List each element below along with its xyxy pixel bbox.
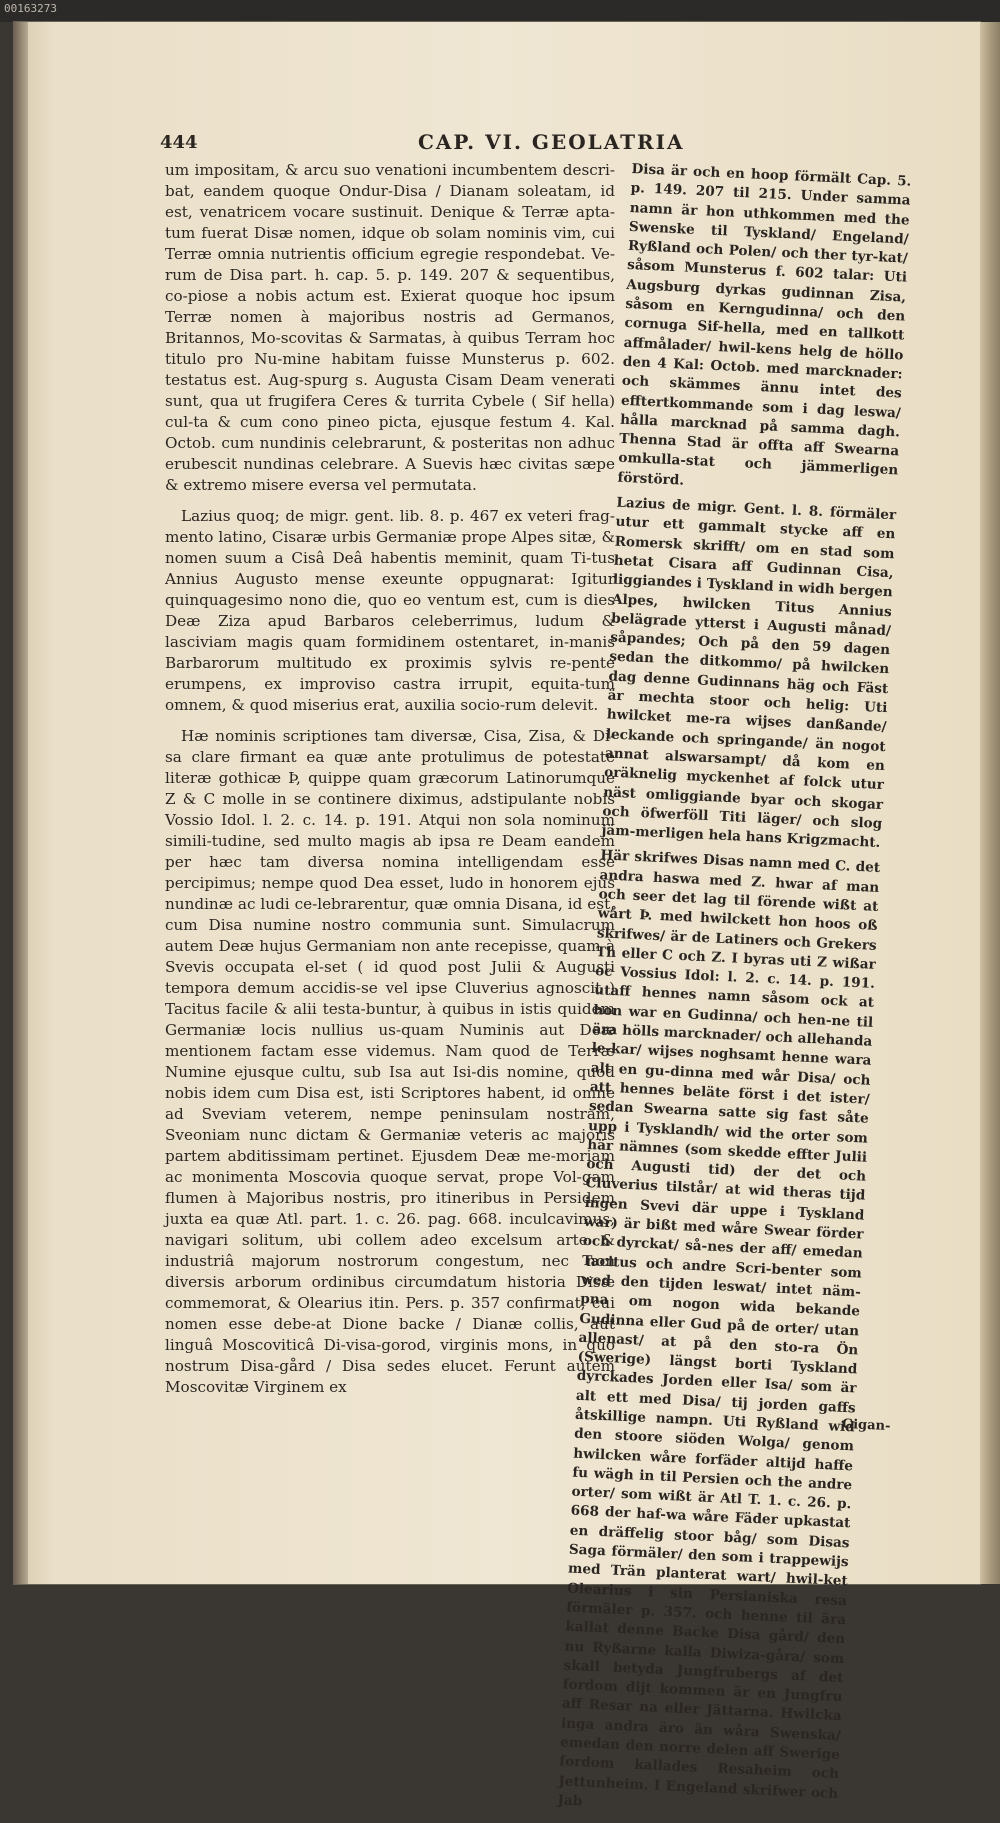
latin-paragraph: Lazius quoq; de migr. gent. lib. 8. p. 467 ex veteri frag-mento latino, Cisaræ urbis Germaniæ prope Alpes sitæ, & nomen suum a Cisâ Deâ habentis meminit, quam Ti-tus Annius Augusto mense exeunte oppugnarat: Igitur quinquagesimo nono die, quo eo ventum est, cum is dies Deæ Ziza apud Barbaros celeberrimus, ludum & lasciviam magis quam formidinem ostentaret, in-manis Barbarorum multitudo ex proximis sylvis re-pente erumpens, ex improviso castra irrupit, equita-tum omnem, & quod miserius erat, auxilia socio-rum delevit. — [165, 507, 615, 714]
swedish-paragraph: Lazius de migr. Gent. l. 8. förmäler utur ett gammalt stycke aff en Romersk skrifft/ om en stad som hetat Cisara aff Gudinnan Cisa, liggiandes i Tyskland in widh bergen Alpes, hwilcken Titus Annius belägrade ytterst i Augusti månad/ såpandes; Och på den 59 dagen sedan the ditkommo/ på hwilcken dag denne Gudinnans häg och Fäst är mechta stoor och helig: Uti hwilcket me-ra wijses danßande/ leckande och springande/ än nogot annat alswarsampt/ då kom en oräknelig myckenhet af folck utur näst omliggiande byar och skogar och öfwerföll Titi läger/ och slog jäm-merligen hela hans Krigzmacht. — [601, 494, 897, 852]
latin-paragraph: Hæ nominis scriptiones tam diversæ, Cisa, Zisa, & Di-sa clare firmant ea quæ ante protulimus de potestate literæ gothicæ Þ, quippe quam græcorum Latinorumque Z & C molle in se continere diximus, adstipulante nobis Vossio Idol. l. 2. c. 14. p. 191. Atqui non sola nominum simili-tudine, sed multo magis ab ipsa re Deam eandem per hæc tam diversa nomina intelligendam esse percipimus; nempe quod Dea esset, ludo in honorem ejus nundinæ ac ludi ce-lebrarentur, quæ omnia Disana, id est, cum Disa numine nostro communia sunt. Simulacrum autem Deæ hujus Germaniam non ante recepisse, quam à Svevis occupata el-set ( id quod post Julii & Augusti tempora demum accidis-se vel ipse Cluverius agnoscit ) Tacitus facile & alii testa-buntur, à quibus in istis quidem Germaniæ locis nullius us-quam Numinis aut Deæ mentionem factam esse videmus. Nam quod de Terræ Numine ejusque cultu, sub Isa aut Isi-dis nomine, quod nobis idem cum Disa est, isti Scriptores habent, id omne ad Sveviam veterem, nempe peninsulam nostram, Sveoniam nunc dictam & Germaniæ veteris ac majoris partem abditissimam pertinet. Ejusdem Deæ me-moriam ac monimenta Moscovia quoque servat, prope Vol-gam flumen à Majoribus nostris, pro itineribus in Persidem juxta ea quæ Atl. part. 1. c. 26. pag. 668. inculcavimus, navigari solitum, ubi collem adeo excelsum arte & industriâ majorum nostrorum congestum, nec non diversis arborum ordinibus circumdatum historia Disæ commemorat, & Olearius itin. Pers. p. 357 confirmat, cui nomen esse debe-at Dione backe / Dianæ collis, aut linguâ Moscoviticâ Di-visa-gorod, virginis mons, in quo nostrum Disa-gård / Disa sedes elucet. Ferunt autem Moscovitæ Virginem ex — [165, 727, 615, 1396]
page-edge — [980, 22, 1000, 1584]
chapter-title: CAP. VI. GEOLATRIA — [418, 130, 685, 154]
scan-id: 00163273 — [4, 2, 57, 15]
page-gutter — [14, 22, 28, 1584]
scanner-bar — [0, 0, 1000, 22]
catchword: Gigan- — [841, 1416, 891, 1435]
swedish-paragraph: Här skrifwes Disas namn med C. det andra haswa med Z. hwar af man och seer det lag til förende wißt at wårt Þ. med hwilckett hon hoos oß skrifwes/ är de Latiners och Grekers Th eller C och Z. I byras uti Z wißar oc Vossius Idol: l. 2. c. 14. p. 191. utaff hennes namn såsom ock at hon war en Gudinna/ och hen-ne til ära hölls marcknader/ och allehanda le-kar/ wijses noghsamt henne wara alt en gu-dinna med wår Disa/ och att hennes beläte först i det ister/ sedan Swearna satte sig fast såte upp i Tysklandh/ wid the orter som här nämnes (som skedde effter Julii och Augusti tid) der det och Cluverius tilstår/ at wid theras tijd ingen Svevi där uppe i Tyskland war) är bißt med wåre Swear förder och dyrckat/ så-nes der aff/ emedan Tacitus och andre Scri-benter som wed den tijden leswat/ intet näm-pna om nogon wida bekande Gudinna eller Gud på de orter/ utan allenast/ at på den sto-ra Ön (Swerige) längst borti Tyskland dyrckades Jorden eller Isa/ som är alt ett med Disa/ tij jorden gaffs åtskillige nampn. Uti Ryßland wid den stoore siöden Wolga/ genom hwilcken wåre forfäder altijd haffe fu wägh in til Persien och the andre orter/ som wißt är Atl T. 1. c. 26. p. 668 der haf-wa wåre Fäder upkastat en dräffelig stoor båg/ som Disas Saga förmäler/ den som i trappewijs med Trän planterat wart/ hwil-ket Olearius i sin Persianiska resa förmäler p. 357. och henne til ära kallat denne Backe Disa gård/ den nu Ryßarne kalla Diwiza-gåra/ som skall betyda Jungfrubergs af det fordom dijt kommen är en Jungfru aff Resar na eller Jättarna. Hwilcka inga andra äro än wåra Swenska/ emedan den norre delen aff Swerige fordom kallades Resaheim och Jettunheim. I Engeland skrifwer och Jab — [557, 847, 881, 1810]
page-number: 444 — [160, 132, 198, 153]
swedish-paragraph: Disa är och en hoop förmält Cap. 5. p. 149. 207 til 215. Under samma namn är hon uthkommen med the Swenske til Tyskland/ Engeland/ Ryßland och Polen/ och ther tyr-kat/ såsom Munsterus f. 602 talar: Uti Augsburg dyrkas gudinnan Zisa, såsom en Kerngudinna/ och den cornuga Sif-hella, med en tallkott affmålader/ hwil-kens helg de höllo den 4 Kal: Octob. med marcknader: och skämmes ännu intet des efftertkommande som i dag leswa/ hålla marcknad på samma dagh. Thenna Stad är offta aff Swearna omkulla-stat och jämmerligen förstörd. — [617, 160, 912, 489]
latin-paragraph: um impositam, & arcu suo venationi incumbentem descri-bat, eandem quoque Ondur-Disa / Dianam soleatam, id est, venatricem vocare sustinuit. Denique & Terræ apta-tum fuerat Disæ nomen, idque ob solam nominis vim, cui Terræ omnia nutrientis officium egregie respondebat. Ve-rum de Disa part. h. cap. 5. p. 149. 207 & sequentibus, co-piose a nobis actum est. Exierat quoque hoc ipsum Terræ nomen à majoribus nostris ad Germanos, Britannos, Mo-scovitas & Sarmatas, à quibus Terram hoc titulo pro Nu-mine habitam fuisse Munsterus p. 602. testatus est. Aug-spurg s. Augusta Cisam Deam venerati sunt, qua ut frugifera Ceres & turrita Cybele ( Sif hella) cul-ta & cum cono pineo picta, ejusque festum 4. Kal. Octob. cum nundinis celebrarunt, & posteritas non adhuc erubescit nundinas celebrare. A Suevis hæc civitas sæpe & extremo misere eversa vel permutata. — [165, 161, 615, 494]
swedish-column — [557, 160, 912, 1810]
page-header — [160, 132, 860, 162]
latin-column — [165, 160, 615, 1410]
